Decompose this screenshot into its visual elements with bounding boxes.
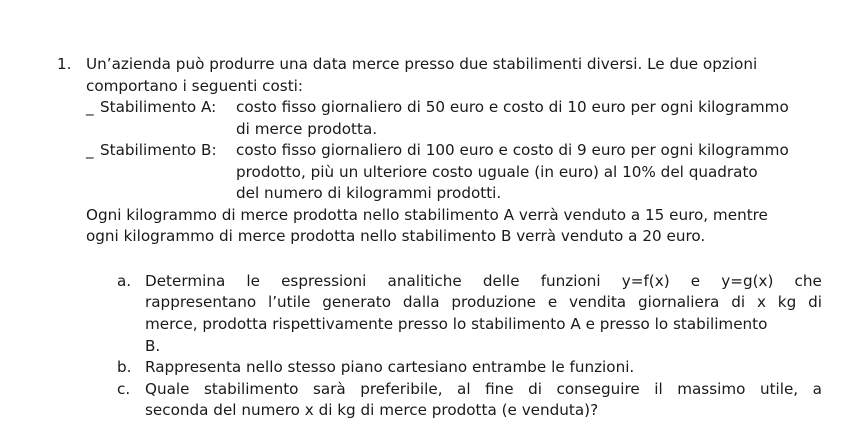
option-a-line-1: costo fisso giornaliero di 50 euro e costo di 10 euro per ogni kilogrammo	[236, 98, 789, 116]
question-a-line-1	[145, 271, 822, 291]
option-a-bullet: _	[86, 98, 94, 116]
word: giornaliera	[637, 293, 720, 311]
word: massimo	[677, 380, 746, 398]
word: y=g(x)	[721, 272, 774, 290]
word: l’utile	[268, 293, 311, 311]
word: kg	[777, 293, 797, 311]
word: analitiche	[387, 272, 462, 290]
word: stabilimento	[203, 380, 299, 398]
word: di	[731, 293, 746, 311]
word: rappresentano	[145, 293, 257, 311]
question-b-line-1: Rappresenta nello stesso piano cartesiano entrambe le funzioni.	[145, 358, 635, 376]
option-a-label: Stabilimento A:	[100, 98, 217, 116]
word: Determina	[145, 272, 226, 290]
word: dalla	[402, 293, 440, 311]
question-a-line-3: merce, prodotta rispettivamente presso lo stabilimento A e presso lo stabilimento	[145, 315, 768, 333]
word: di	[808, 293, 822, 311]
word: vendita	[569, 293, 627, 311]
word: Quale	[145, 380, 190, 398]
question-b-letter: b.	[117, 358, 132, 376]
word: e	[547, 293, 558, 311]
question-a-line-2	[145, 292, 822, 312]
word: il	[654, 380, 663, 398]
option-b-bullet: _	[86, 141, 94, 159]
word: espressioni	[281, 272, 367, 290]
question-a-line-4: B.	[145, 337, 161, 355]
closing-line-2: ogni kilogrammo di merce prodotta nello stabilimento B verrà venduto a 20 euro.	[86, 227, 706, 245]
question-c-letter: c.	[117, 380, 131, 398]
intro-line-1: Un’azienda può produrre una data merce presso due stabilimenti diversi. Le due opzioni	[86, 55, 758, 73]
word: di	[528, 380, 542, 398]
word: produzione	[451, 293, 536, 311]
option-a-line-2: di merce prodotta.	[236, 120, 378, 138]
word: funzioni	[540, 272, 601, 290]
word: conseguire	[556, 380, 640, 398]
question-c-line-2: seconda del numero x di kg di merce prodotta (e venduta)?	[145, 401, 599, 419]
word: e	[690, 272, 701, 290]
word: al	[457, 380, 471, 398]
question-a-letter: a.	[117, 272, 132, 290]
word: a	[812, 380, 822, 398]
intro-line-2: comportano i seguenti costi:	[86, 77, 304, 95]
option-b-line-2: prodotto, più un ulteriore costo uguale (in euro) al 10% del quadrato	[236, 163, 758, 181]
option-b-line-3: del numero di kilogrammi prodotti.	[236, 184, 502, 202]
word: y=f(x)	[621, 272, 670, 290]
word: che	[794, 272, 822, 290]
option-b-line-1: costo fisso giornaliero di 100 euro e costo di 9 euro per ogni kilogrammo	[236, 141, 789, 159]
word: utile,	[759, 380, 799, 398]
word: generato	[322, 293, 392, 311]
word: fine	[485, 380, 514, 398]
word: preferibile,	[360, 380, 443, 398]
closing-line-1: Ogni kilogrammo di merce prodotta nello stabilimento A verrà venduto a 15 euro, mentre	[86, 206, 768, 224]
word: x	[756, 293, 766, 311]
word: delle	[482, 272, 520, 290]
exercise-number: 1.	[57, 55, 72, 73]
word: le	[246, 272, 260, 290]
word: sarà	[312, 380, 346, 398]
question-c-line-1	[145, 379, 822, 399]
option-b-label: Stabilimento B:	[100, 141, 217, 159]
